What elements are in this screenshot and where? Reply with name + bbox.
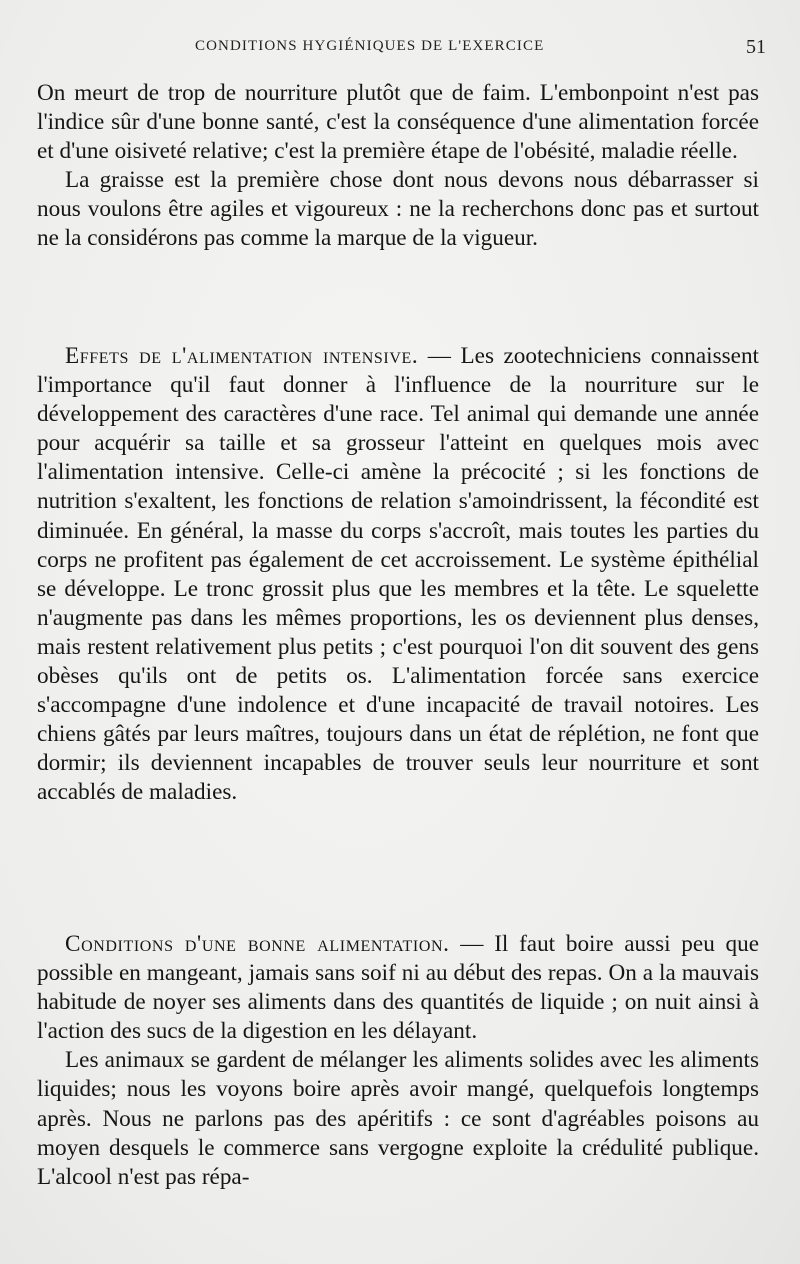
section-paragraph: [37, 930, 759, 1046]
section-text: — Il faut boire aussi peu que possible en mangeant, jamais sans soif ni au début des repas. On a la mauvais habitude de noyer ses aliments dans des quantités de liquide ; on nuit ainsi à l'action des sucs de la digestion en les délayant.: [37, 931, 759, 1045]
section-heading: Effets de l'alimentation intensive.: [65, 343, 419, 369]
text-block-intro: [37, 79, 759, 254]
section-heading: Conditions d'une bonne alimentation.: [65, 931, 450, 957]
section-effets: [37, 342, 759, 808]
section-conditions: [37, 930, 759, 1192]
page-number: 51: [746, 36, 766, 58]
paragraph: On meurt de trop de nourriture plutôt que de faim. L'embonpoint n'est pas l'indice sûr d'une bonne santé, c'est la conséquence d'une alimentation forcée et d'une oisiveté relative; c'est la première étape de l'obésité, maladie réelle.: [37, 80, 759, 165]
running-head: CONDITIONS HYGIÉNIQUES DE L'EXERCICE: [195, 38, 545, 54]
section-paragraph: [37, 342, 759, 808]
section-text: — Les zootechniciens connaissent l'importance qu'il faut donner à l'influence de la nourriture sur le développement des caractères d'une race. Tel animal qui demande une année pour acquérir sa taille et sa grosseur l'atteint en quelques mois avec l'alimentation intensive. Celle-ci amène la précocité ; si les fonctions de nutrition s'exaltent, les fonctions de relation s'amoindrissent, la fécondité est diminuée. En général, la masse du corps s'accroît, mais toutes les parties du corps ne profitent pas également de cet accroissement. Le système épithélial se développe. Le tronc grossit plus que les membres et la tête. Le squelette n'augmente pas dans les mêmes proportions, les os deviennent plus denses, mais restent relativement plus petits ; c'est pourquoi l'on dit souvent des gens obèses qu'ils ont de petits os. L'alimentation forcée sans exercice s'accompagne d'une indolence et d'une incapacité de travail notoires. Les chiens gâtés par leurs maîtres, toujours dans un état de réplétion, ne font que dormir; ils deviennent incapables de trouver seuls leur nourriture et sont accablés de maladies.: [37, 343, 759, 806]
paragraph: La graisse est la première chose dont nous devons nous débarrasser si nous voulons être agiles et vigoureux : ne la recherchons donc pas et surtout ne la considérons pas comme la marque de la vigueur.: [37, 167, 759, 252]
paragraph: Les animaux se gardent de mélanger les aliments solides avec les aliments liquides; nous les voyons boire après avoir mangé, quelquefois longtemps après. Nous ne parlons pas des apéritifs : ce sont d'agréables poisons au moyen desquels le commerce sans vergogne exploite la crédulité publique. L'alcool n'est pas répa-: [37, 1047, 759, 1190]
